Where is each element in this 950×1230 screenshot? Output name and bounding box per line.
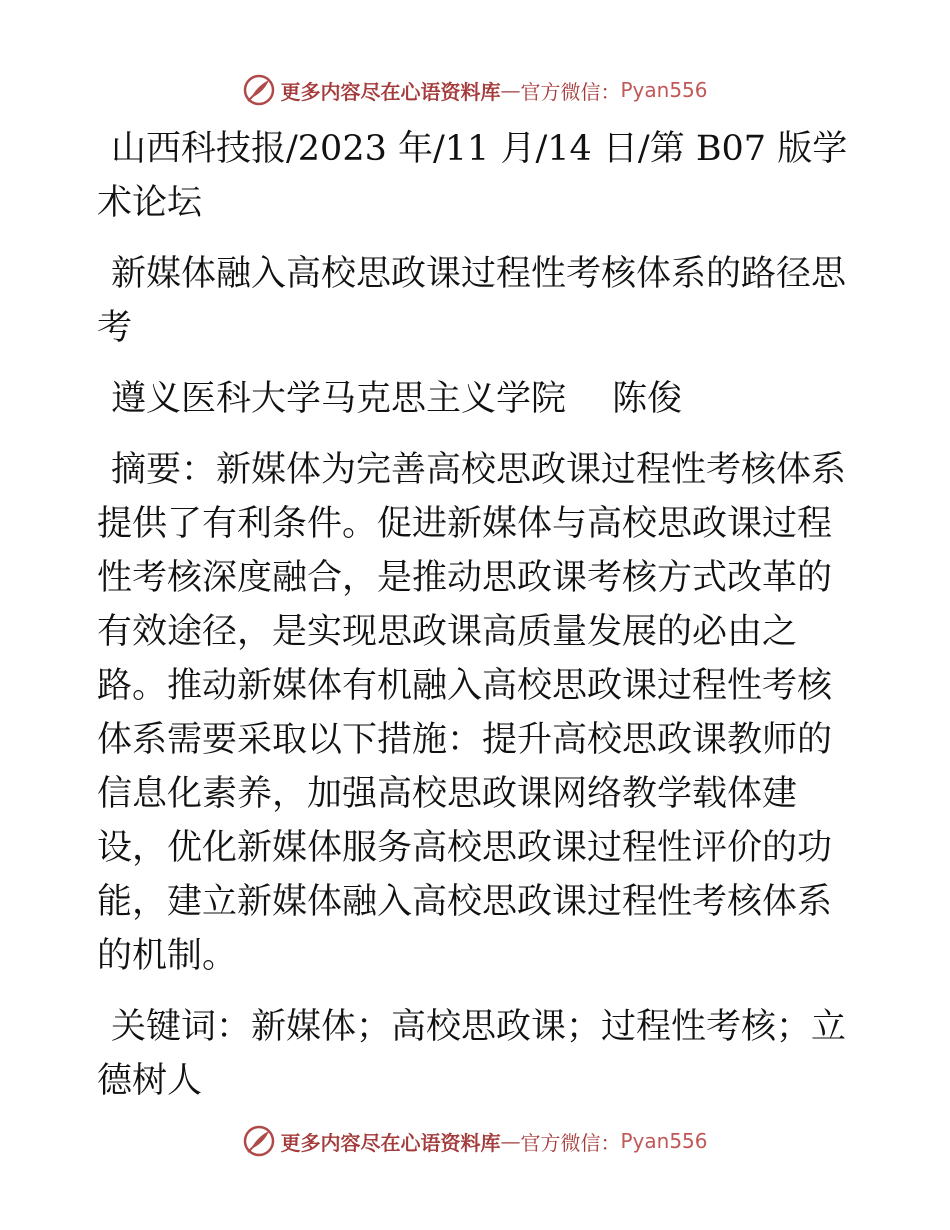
watermark-separator: — [500, 1129, 521, 1153]
watermark-brand: 更多内容尽在心语资料库 [280, 1130, 501, 1155]
document-body [97, 122, 857, 1108]
watermark-wechat-id: Pyan556 [620, 1129, 708, 1153]
watermark-separator: — [500, 78, 521, 102]
keywords-paragraph: 关键词：新媒体；高校思政课；过程性考核；立德树人 [97, 1007, 847, 1101]
source-line: 山西科技报/2023 年/11 月/14 日/第 B07 版学术论坛 [97, 129, 848, 223]
abstract-paragraph: 摘要：新媒体为完善高校思政课过程性考核体系提供了有利条件。促进新媒体与高校思政课过程性考核深度融合，是推动思政课考核方式改革的有效途径，是实现思政课高质量发展的必由之路。推动新媒体有机融入高校思政课过程性考核体系需要采取以下措施：提升高校思政课教师的信息化素养，加强高校思政课网络教学载体建设，优化新媒体服务高校思政课过程性评价的功能，建立新媒体融入高校思政课过程性考核体系的机制。 [97, 450, 847, 976]
feather-pen-logo-icon [242, 1124, 276, 1158]
watermark-brand: 更多内容尽在心语资料库 [280, 79, 501, 104]
footer-watermark [0, 1121, 950, 1161]
feather-pen-logo-icon [242, 73, 276, 107]
watermark-wechat-id: Pyan556 [620, 78, 708, 102]
article-title: 新媒体融入高校思政课过程性考核体系的路径思考 [97, 254, 847, 348]
watermark-label: 官方微信： [520, 79, 621, 104]
watermark-label: 官方微信： [520, 1130, 621, 1155]
header-watermark [0, 70, 950, 110]
author-line: 遵义医科大学马克思主义学院 陈俊 [111, 379, 683, 419]
